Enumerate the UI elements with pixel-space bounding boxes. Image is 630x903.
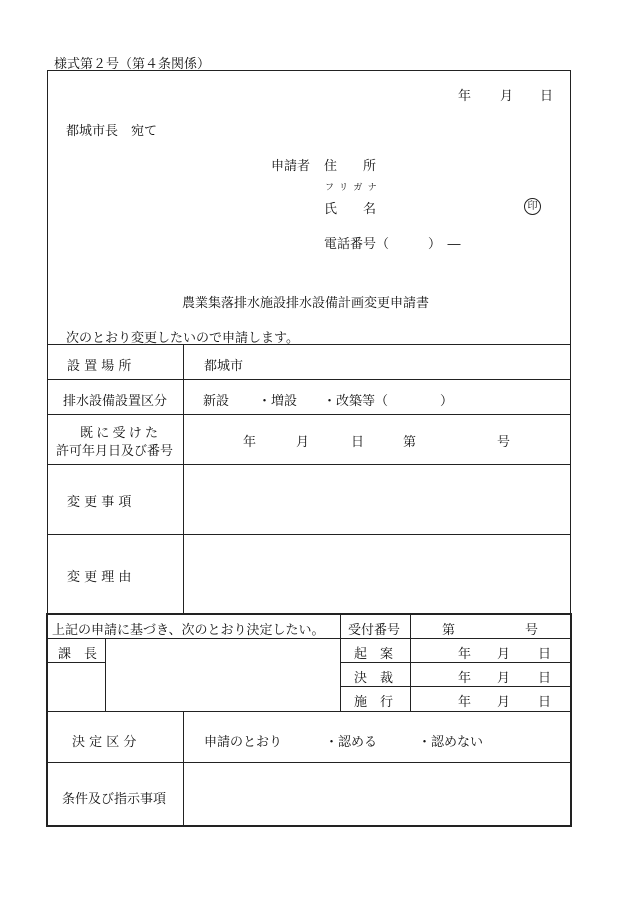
- location-label: 設 置 場 所: [67, 359, 132, 374]
- change-items-label: 変 更 事 項: [67, 495, 132, 510]
- location-value[interactable]: 都城市: [204, 359, 244, 374]
- addressee: 都城市長 宛て: [66, 124, 158, 139]
- row-divider: [47, 662, 105, 663]
- row-divider: [340, 662, 571, 663]
- row-divider: [340, 686, 571, 687]
- receipt-number: 号: [525, 623, 539, 638]
- decision-option-as-applied[interactable]: 申請のとおり: [204, 735, 283, 750]
- permit-year: 年: [243, 435, 257, 450]
- intro-text: 次のとおり変更したいので申請します。: [66, 331, 299, 346]
- decision-option-approve[interactable]: ・認める: [325, 735, 378, 750]
- decision-category-label: 決 定 区 分: [72, 735, 137, 750]
- enforce-day: 日: [538, 695, 552, 710]
- change-reason-label: 変 更 理 由: [67, 570, 132, 585]
- draft-label: 起 案: [354, 647, 394, 662]
- column-divider: [340, 614, 341, 711]
- document-title: 農業集落排水施設排水設備計画変更申請書: [182, 296, 430, 311]
- phone-label: 電話番号（ ） ―: [324, 237, 461, 252]
- column-divider: [410, 614, 411, 711]
- column-divider: [183, 344, 184, 614]
- row-divider: [47, 379, 571, 380]
- category-add[interactable]: ・増設: [258, 394, 298, 409]
- approval-day: 日: [538, 671, 552, 686]
- column-divider: [183, 711, 184, 826]
- name-label: 氏 名: [324, 202, 377, 217]
- row-divider: [47, 464, 571, 465]
- permit-day: 日: [351, 435, 365, 450]
- row-divider: [47, 414, 571, 415]
- draft-year: 年: [458, 647, 472, 662]
- category-new[interactable]: 新設: [203, 394, 230, 409]
- receipt-label: 受付番号: [348, 623, 401, 638]
- permit-month: 月: [296, 435, 310, 450]
- form-number: 様式第２号（第４条関係）: [54, 57, 211, 72]
- category-modify[interactable]: ・改築等（ ）: [323, 394, 454, 409]
- furigana-label: フリガナ: [325, 183, 383, 193]
- column-divider: [105, 638, 106, 711]
- applicant-label: 申請者: [271, 159, 311, 174]
- date-year: 年: [458, 89, 472, 104]
- permit-number: 号: [497, 435, 511, 450]
- enforce-label: 施 行: [354, 695, 394, 710]
- approval-year: 年: [458, 671, 472, 686]
- row-divider: [47, 344, 571, 345]
- row-divider: [47, 711, 571, 712]
- permit-label-line2: 許可年月日及び番号: [56, 444, 174, 459]
- section-chief-label: 課 長: [58, 647, 98, 662]
- row-divider: [47, 638, 571, 639]
- decision-text: 上記の申請に基づき、次のとおり決定したい。: [52, 623, 325, 638]
- approval-month: 月: [497, 671, 511, 686]
- receipt-no: 第: [442, 623, 456, 638]
- draft-day: 日: [538, 647, 552, 662]
- draft-month: 月: [497, 647, 511, 662]
- category-label: 排水設備設置区分: [63, 394, 168, 409]
- permit-no: 第: [403, 435, 417, 450]
- date-month: 月: [500, 89, 514, 104]
- enforce-year: 年: [458, 695, 472, 710]
- approval-label: 決 裁: [354, 671, 394, 686]
- row-divider: [47, 534, 571, 535]
- conditions-label: 条件及び指示事項: [62, 792, 167, 807]
- row-divider: [47, 762, 571, 763]
- date-day: 日: [540, 89, 554, 104]
- seal-mark: 印: [524, 198, 541, 215]
- decision-option-reject[interactable]: ・認めない: [418, 735, 484, 750]
- address-label: 住 所: [324, 159, 377, 174]
- permit-label-line1: 既に受けた: [80, 426, 162, 441]
- enforce-month: 月: [497, 695, 511, 710]
